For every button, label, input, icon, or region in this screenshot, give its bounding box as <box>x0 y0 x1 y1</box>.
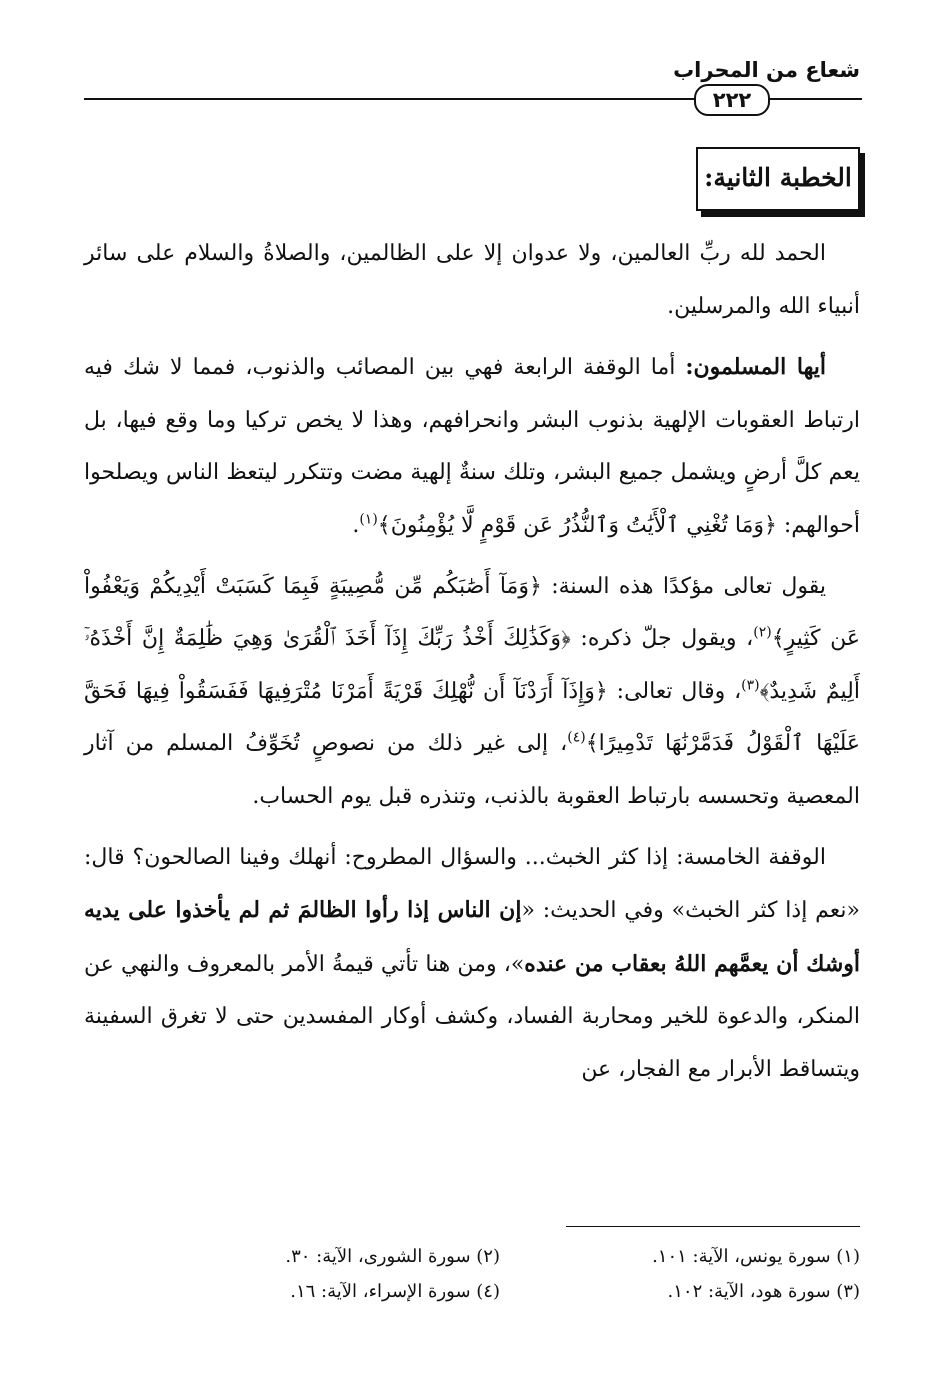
paragraph-text: ، ويقول جلّ ذكره: <box>570 626 754 652</box>
paragraph-verses <box>84 561 860 824</box>
footnote-2: (٢) سورة الشورى، الآية: ٣٠. <box>285 1246 500 1267</box>
footnote-ref: (٣) <box>741 677 760 694</box>
paragraph-fourth-stop <box>84 341 860 552</box>
footnote-1: (١) سورة يونس، الآية: ١٠١. <box>652 1246 860 1267</box>
paragraph-fifth-stop <box>84 832 860 1097</box>
paragraph-text: يقول تعالى مؤكدًا هذه السنة: <box>541 573 826 599</box>
paragraph-lead: أيها المسلمون: <box>685 354 826 381</box>
body-text <box>84 228 860 1097</box>
paragraph-text: . <box>352 512 360 538</box>
quran-verse: ﴿وَمَا تُغْنِي ٱلْأَيَٰتُ وَٱلنُّذُرُ عَن قَوْمٍ لَّا يُؤْمِنُونَ﴾ <box>377 512 777 538</box>
quran-verse: ﴿وَكَذَٰلِكَ أَخْذُ رَبِّكَ إِذَآ أَخَذَ ٱلْقُرَىٰ وَهِيَ ظَٰلِمَةٌ إِنَّ أَخْذَهُۥٓ أَلِيمٌ شَدِيدٌ﴾ <box>84 626 860 704</box>
quran-verse: ﴿وَإِذَآ أَرَدْنَآ أَن نُّهْلِكَ قَرْيَةً أَمَرْنَا مُتْرَفِيهَا فَفَسَقُواْ فِيهَا فَحَقَّ عَلَيْهَا ٱلْقَوْلُ فَدَمَّرْنَٰهَا تَدْمِيرًا﴾ <box>84 678 860 757</box>
paragraph-text: ، وقال تعالى: <box>607 678 742 704</box>
paragraph-text: الوقفة الخامسة: إذا كثر الخبث... والسؤال المطروح: أنهلك وفينا الصالحون؟ قال: «نعم إذا كثر الخبث» وفي الحديث: « <box>84 844 860 924</box>
footnote-3: (٣) سورة هود، الآية: ١٠٢. <box>667 1281 860 1302</box>
paragraph-opening <box>84 228 860 333</box>
hadith-text: إن الناس إذا رأوا الظالمَ ثم لم يأخذوا على يديه أوشك أن يعمَّهم اللهُ بعقاب من عنده <box>84 897 860 977</box>
paragraph-text: »، ومن هنا تأتي قيمةُ الأمر بالمعروف والنهي عن المنكر، والدعوة للخير ومحاربة الفساد، وكشف أوكار المفسدين حتى لا تغرق السفينة ويتساقط الأبرار مع الفجار، عن <box>84 951 860 1082</box>
footnotes <box>200 1246 860 1302</box>
footnote-rule <box>566 1226 860 1227</box>
quran-verse: ﴿وَمَآ أَصَٰبَكُم مِّن مُّصِيبَةٍ فَبِمَا كَسَبَتْ أَيْدِيكُمْ وَيَعْفُواْ عَن كَثِيرٍ﴾ <box>84 573 860 652</box>
footnote-ref: (٤) <box>567 730 586 747</box>
paragraph-text: أما الوقفة الرابعة فهي بين المصائب والذنوب، فمما لا شك فيه ارتباط العقوبات الإلهية بذنوب البشر وانحرافهم، وهذا لا يخص تركيا وما وقع فيها، بل يعم كلَّ أرضٍ ويشمل جميع البشر، وتلك سنةٌ إلهية مضت وتتكرر ليتعظ الناس ويصلحوا أحوالهم: <box>84 355 860 538</box>
running-header-title: شعاع من المحراب <box>673 58 860 82</box>
footnote-ref: (١) <box>359 511 378 528</box>
section-title: الخطبة الثانية: <box>696 147 860 211</box>
paragraph-text: الحمد لله ربِّ العالمين، ولا عدوان إلا على الظالمين، والصلاةُ والسلام على سائر أنبياء الله والمرسلين. <box>84 241 860 319</box>
page-number: ٢٢٢ <box>694 84 770 116</box>
footnote-4: (٤) سورة الإسراء، الآية: ١٦. <box>290 1281 500 1302</box>
paragraph-text: ، إلى غير ذلك من نصوصٍ تُخَوِّفُ المسلم من آثار المعصية وتحسسه بارتباط العقوبة بالذنب، وتنذره قبل يوم الحساب. <box>84 731 860 809</box>
footnote-ref: (٢) <box>753 624 772 641</box>
